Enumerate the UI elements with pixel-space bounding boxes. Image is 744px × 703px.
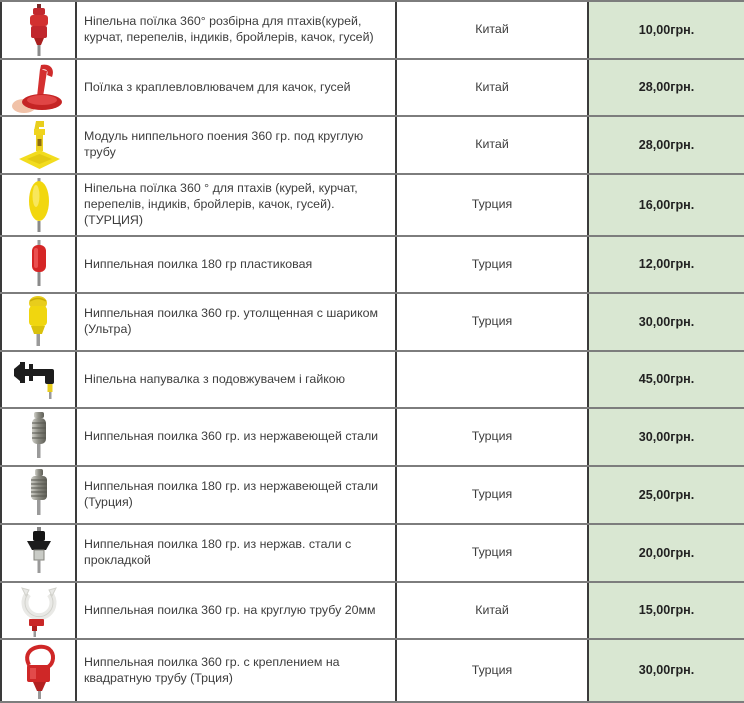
nipple-drinker-red-360-icon bbox=[18, 2, 60, 58]
product-description: Ніпельна поїлка 360° розбірна для птахів(курей, курчат, перепелів, індиків, бройлерів, качок, гусей) bbox=[76, 1, 396, 59]
product-description: Ниппельная поилка 360 гр. с креплением на квадратную трубу (Трция) bbox=[76, 639, 396, 702]
nipple-module-yellow-icon bbox=[11, 117, 67, 173]
product-image-cell bbox=[1, 116, 76, 174]
product-image-cell bbox=[1, 174, 76, 236]
table-row bbox=[1, 236, 744, 293]
product-price: 45,00грн. bbox=[588, 351, 744, 408]
nipple-drinker-steel-180-icon bbox=[17, 467, 61, 523]
table-row bbox=[1, 293, 744, 351]
product-price: 30,00грн. bbox=[588, 408, 744, 466]
product-price: 30,00грн. bbox=[588, 639, 744, 702]
product-price: 25,00грн. bbox=[588, 466, 744, 524]
product-image-cell bbox=[1, 408, 76, 466]
nipple-drinker-square-tube-icon bbox=[13, 641, 65, 701]
product-country: Китай bbox=[396, 59, 588, 116]
product-image-cell bbox=[1, 1, 76, 59]
product-country bbox=[396, 351, 588, 408]
table-row bbox=[1, 408, 744, 466]
nipple-extension-tee-icon bbox=[12, 354, 66, 406]
table-row bbox=[1, 1, 744, 59]
product-description: Ниппельная поилка 360 гр. из нержавеющей стали bbox=[76, 408, 396, 466]
product-image-cell bbox=[1, 351, 76, 408]
product-description: Ніпельна поїлка 360 ° для птахів (курей, курчат, перепелів, індиків, бройлерів, качок, гусей). (ТУРЦИЯ) bbox=[76, 174, 396, 236]
product-price: 15,00грн. bbox=[588, 582, 744, 639]
product-price: 30,00грн. bbox=[588, 293, 744, 351]
product-price: 10,00грн. bbox=[588, 1, 744, 59]
product-country: Турция bbox=[396, 408, 588, 466]
product-country: Китай bbox=[396, 116, 588, 174]
table-row bbox=[1, 174, 744, 236]
product-price: 28,00грн. bbox=[588, 59, 744, 116]
table-row bbox=[1, 524, 744, 582]
nipple-drinker-gasket-icon bbox=[17, 525, 61, 581]
nipple-drinker-clamp-round-tube-icon bbox=[11, 584, 67, 638]
product-description: Поїлка з краплевловлювачем для качок, гусей bbox=[76, 59, 396, 116]
drip-catcher-drinker-icon bbox=[11, 61, 67, 115]
product-description: Ніпельна напувалка з подовжувачем і гайкою bbox=[76, 351, 396, 408]
product-country: Турция bbox=[396, 466, 588, 524]
table-row bbox=[1, 639, 744, 702]
table-row bbox=[1, 351, 744, 408]
product-description: Ниппельная поилка 360 гр. утолщенная с шариком (Ультра) bbox=[76, 293, 396, 351]
nipple-drinker-yellow-360-icon bbox=[17, 176, 61, 234]
table-row bbox=[1, 466, 744, 524]
table-row bbox=[1, 582, 744, 639]
product-description: Ниппельная поилка 180 гр. из нержав. стали с прокладкой bbox=[76, 524, 396, 582]
product-country: Турция bbox=[396, 293, 588, 351]
product-description: Ниппельная поилка 360 гр. на круглую трубу 20мм bbox=[76, 582, 396, 639]
product-country: Китай bbox=[396, 582, 588, 639]
product-price: 12,00грн. bbox=[588, 236, 744, 293]
product-image-cell bbox=[1, 524, 76, 582]
product-price: 16,00грн. bbox=[588, 174, 744, 236]
product-description: Ниппельная поилка 180 гр. из нержавеющей стали (Турция) bbox=[76, 466, 396, 524]
product-image-cell bbox=[1, 293, 76, 351]
product-image-cell bbox=[1, 466, 76, 524]
product-description: Ниппельная поилка 180 гр пластиковая bbox=[76, 236, 396, 293]
product-description: Модуль ниппельного поения 360 гр. под круглую трубу bbox=[76, 116, 396, 174]
nipple-drinker-red-180-icon bbox=[18, 238, 60, 292]
product-image-cell bbox=[1, 59, 76, 116]
table-row bbox=[1, 59, 744, 116]
product-price: 20,00грн. bbox=[588, 524, 744, 582]
product-image-cell bbox=[1, 639, 76, 702]
product-price: 28,00грн. bbox=[588, 116, 744, 174]
table-row bbox=[1, 116, 744, 174]
product-country: Китай bbox=[396, 1, 588, 59]
nipple-drinker-yellow-ultra-icon bbox=[17, 294, 61, 350]
product-country: Турция bbox=[396, 236, 588, 293]
product-country: Турция bbox=[396, 524, 588, 582]
product-image-cell bbox=[1, 582, 76, 639]
nipple-drinker-steel-360-icon bbox=[17, 409, 61, 465]
product-country: Турция bbox=[396, 174, 588, 236]
product-country: Турция bbox=[396, 639, 588, 702]
product-image-cell bbox=[1, 236, 76, 293]
